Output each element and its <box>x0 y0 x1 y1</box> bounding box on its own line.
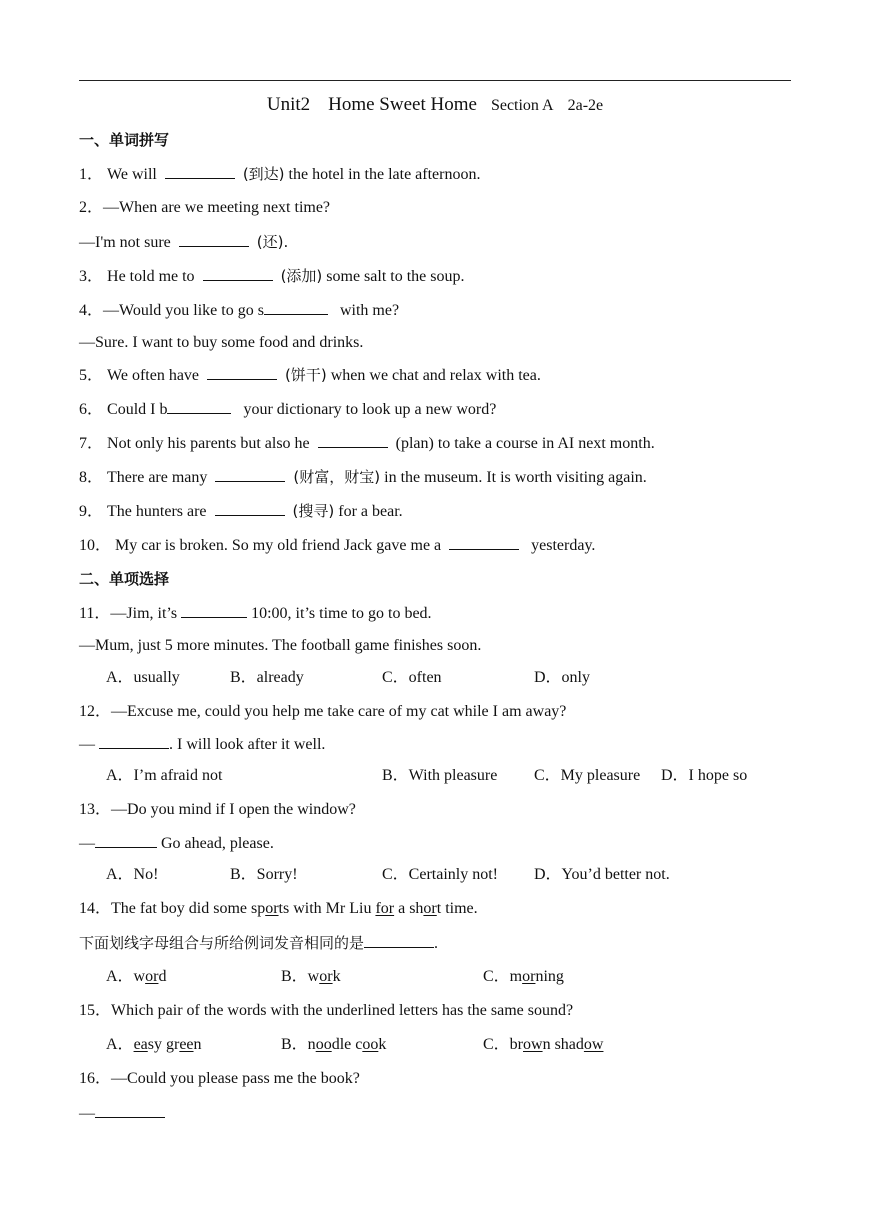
option-d[interactable]: D．I hope so <box>661 767 748 784</box>
question-9: 9． The hunters are (搜寻) for a bear. <box>79 502 403 520</box>
option-c[interactable]: C．My pleasure <box>534 767 641 784</box>
answer-blank[interactable] <box>95 1103 165 1118</box>
option-c[interactable]: C．brown shadow <box>483 1036 604 1053</box>
option-d[interactable]: D．only <box>534 669 591 686</box>
question-8: 8． There are many (财富，财宝) in the museum. It is worth visiting again. <box>79 468 647 486</box>
question-5: 5． We often have (饼干) when we chat and relax with tea. <box>79 366 541 384</box>
answer-blank[interactable] <box>99 734 169 749</box>
answer-blank[interactable] <box>203 266 273 281</box>
question-15: 15．Which pair of the words with the underlined letters has the same sound? <box>79 1002 574 1019</box>
question-12: 12．—Excuse me, could you help me take care of my cat while I am away? <box>79 703 567 720</box>
question-3: 3． He told me to (添加) some salt to the soup. <box>79 267 465 285</box>
section-label: Section A <box>490 97 554 114</box>
option-c[interactable]: C．often <box>382 669 442 686</box>
answer-blank[interactable] <box>264 300 328 315</box>
question-2-reply: —I'm not sure (还). <box>79 233 289 251</box>
option-d[interactable]: D．You’d better not. <box>534 866 670 883</box>
section-range: 2a-2e <box>567 97 604 114</box>
question-10: 10． My car is broken. So my old friend Jack gave me a yesterday. <box>79 537 596 554</box>
unit-label: Unit2 <box>266 94 311 115</box>
option-b[interactable]: B．work <box>281 968 341 985</box>
question-4: 4．—Would you like to go s with me? <box>79 302 400 319</box>
option-a[interactable]: A．easy green <box>106 1036 202 1053</box>
question-13-reply: — Go ahead, please. <box>79 835 274 852</box>
question-11: 11．—Jim, it’s 10:00, it’s time to go to bed. <box>79 605 432 622</box>
answer-blank[interactable] <box>181 603 247 618</box>
section1-heading: 一、单词拼写 <box>79 131 170 149</box>
question-1: 1． We will (到达) the hotel in the late afternoon. <box>79 165 481 183</box>
answer-blank[interactable] <box>215 467 285 482</box>
answer-blank[interactable] <box>167 399 231 414</box>
option-a[interactable]: A．I’m afraid not <box>106 767 223 784</box>
question-14: 14．The fat boy did some sports with Mr Liu for a short time. <box>79 900 478 917</box>
answer-blank[interactable] <box>179 232 249 247</box>
option-a[interactable]: A．word <box>106 968 167 985</box>
option-b[interactable]: B．With pleasure <box>382 767 498 784</box>
option-a[interactable]: A．No! <box>106 866 159 883</box>
question-4-reply: —Sure. I want to buy some food and drinks. <box>79 334 364 351</box>
page-title <box>0 94 870 116</box>
unit-title: Home Sweet Home <box>328 94 477 115</box>
answer-blank[interactable] <box>207 365 277 380</box>
answer-blank[interactable] <box>215 501 285 516</box>
question-14-instruction: 下面划线字母组合与所给例词发音相同的是 . <box>79 934 439 952</box>
option-c[interactable]: C．Certainly not! <box>382 866 498 883</box>
section2-heading: 二、单项选择 <box>79 570 170 588</box>
answer-blank[interactable] <box>364 933 434 948</box>
answer-blank[interactable] <box>95 833 157 848</box>
question-13: 13．—Do you mind if I open the window? <box>79 801 356 818</box>
question-16-reply: — <box>79 1103 165 1124</box>
question-2: 2．—When are we meeting next time? <box>79 199 331 216</box>
question-6: 6． Could I b your dictionary to look up a new word? <box>79 401 497 418</box>
question-16: 16．—Could you please pass me the book? <box>79 1070 360 1087</box>
answer-blank[interactable] <box>165 164 235 179</box>
option-b[interactable]: B．Sorry! <box>230 866 298 883</box>
option-a[interactable]: A．usually <box>106 669 180 686</box>
answer-blank[interactable] <box>318 433 388 448</box>
option-b[interactable]: B．already <box>230 669 304 686</box>
question-7: 7． Not only his parents but also he (plan) to take a course in AI next month. <box>79 435 655 452</box>
option-b[interactable]: B．noodle cook <box>281 1036 387 1053</box>
top-rule <box>79 80 791 81</box>
answer-blank[interactable] <box>449 535 519 550</box>
option-c[interactable]: C．morning <box>483 968 564 985</box>
question-12-reply: — . I will look after it well. <box>79 736 326 753</box>
question-11-reply: —Mum, just 5 more minutes. The football game finishes soon. <box>79 637 482 654</box>
